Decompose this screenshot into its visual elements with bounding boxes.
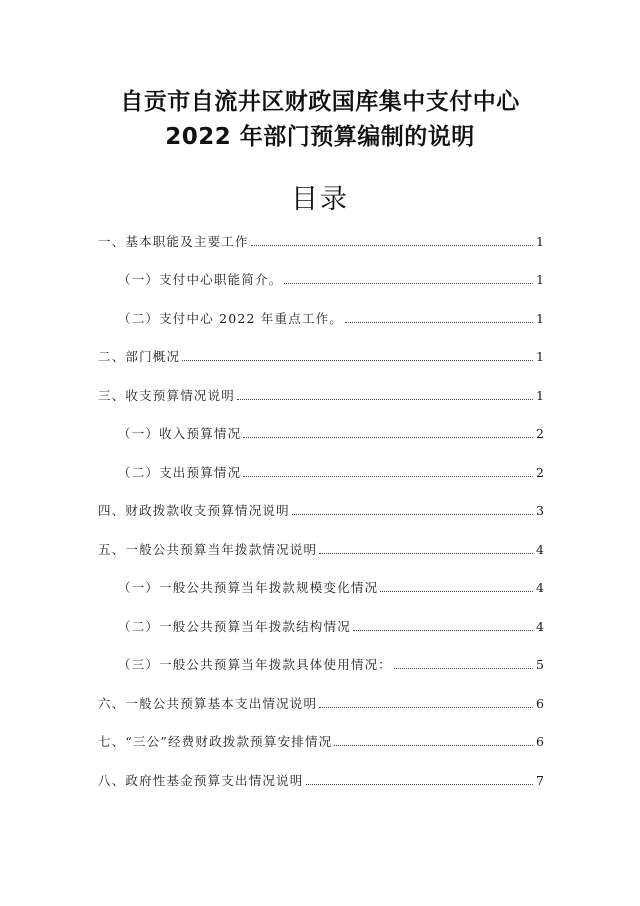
toc-entry-label: （二）支付中心 2022 年重点工作。 xyxy=(118,311,344,326)
toc-entry-page: 6 xyxy=(536,696,544,711)
toc-leader-dots xyxy=(334,745,533,746)
document-title-line-1: 自贡市自流井区财政国库集中支付中心 xyxy=(120,89,520,115)
toc-entry[interactable] xyxy=(118,307,544,327)
toc-entry-page: 7 xyxy=(536,773,544,788)
toc-entry[interactable] xyxy=(118,653,544,673)
toc-entry[interactable] xyxy=(98,538,544,558)
toc-entry-label: （二）一般公共预算当年拨款结构情况 xyxy=(118,619,351,634)
toc-leader-dots xyxy=(345,322,533,323)
toc-entry-label: 六、一般公共预算基本支出情况说明 xyxy=(98,696,318,711)
toc-entry[interactable] xyxy=(118,615,544,635)
toc-leader-dots xyxy=(243,437,533,438)
toc-entry-label: 八、政府性基金预算支出情况说明 xyxy=(98,773,304,788)
toc-leader-dots xyxy=(292,514,533,515)
toc-entry[interactable] xyxy=(118,461,544,481)
toc-leader-dots xyxy=(306,784,533,785)
toc-entry[interactable] xyxy=(98,692,544,712)
toc-entry-label: 三、收支预算情况说明 xyxy=(98,388,236,403)
toc-entry-label: 七、“三公”经费财政拨款预算安排情况 xyxy=(98,734,333,749)
toc-entry-label: （一）收入预算情况 xyxy=(118,426,242,441)
toc-entry[interactable] xyxy=(98,230,544,250)
toc-entry-page: 1 xyxy=(536,349,544,364)
toc-leader-dots xyxy=(394,668,533,669)
toc-entry-page: 2 xyxy=(536,465,544,480)
toc-entry-page: 4 xyxy=(536,542,544,557)
toc-leader-dots xyxy=(284,283,533,284)
toc-entry[interactable] xyxy=(118,576,544,596)
toc-entry-page: 4 xyxy=(536,619,544,634)
toc-entry-page: 1 xyxy=(536,311,544,326)
toc-entry-page: 5 xyxy=(536,657,544,672)
toc-entry-label: （三）一般公共预算当年拨款具体使用情况： xyxy=(118,657,393,672)
toc-entry[interactable] xyxy=(98,730,544,750)
toc-leader-dots xyxy=(319,707,533,708)
toc-leader-dots xyxy=(319,553,533,554)
toc-entry-label: 四、财政拨款收支预算情况说明 xyxy=(98,503,290,518)
toc-leader-dots xyxy=(380,591,533,592)
toc-entry-label: （二）支出预算情况 xyxy=(118,465,242,480)
toc-entry-label: 五、一般公共预算当年拨款情况说明 xyxy=(98,542,318,557)
toc-entry-label: 二、部门概况 xyxy=(98,349,181,364)
toc-entry-page: 4 xyxy=(536,580,544,595)
toc-entry-page: 1 xyxy=(536,272,544,287)
toc-entry-label: （一）支付中心职能简介。 xyxy=(118,272,283,287)
toc-entry-page: 1 xyxy=(536,234,544,249)
toc-heading: 目录 xyxy=(291,184,349,215)
toc-leader-dots xyxy=(243,476,533,477)
toc-entry[interactable] xyxy=(98,384,544,404)
toc-entry[interactable] xyxy=(98,769,544,789)
document-title-line-2: 2022 年部门预算编制的说明 xyxy=(165,124,475,150)
toc-entry[interactable] xyxy=(98,345,544,365)
toc-leader-dots xyxy=(251,245,533,246)
toc-entry-page: 6 xyxy=(536,734,544,749)
toc-entry[interactable] xyxy=(118,422,544,442)
toc-entry-label: （一）一般公共预算当年拨款规模变化情况 xyxy=(118,580,379,595)
toc-leader-dots xyxy=(237,399,533,400)
toc-entry[interactable] xyxy=(118,268,544,288)
toc-entry-page: 3 xyxy=(536,503,544,518)
toc-entry-page: 1 xyxy=(536,388,544,403)
toc-entry-page: 2 xyxy=(536,426,544,441)
toc-leader-dots xyxy=(182,360,533,361)
toc-leader-dots xyxy=(353,630,533,631)
toc-entry[interactable] xyxy=(98,499,544,519)
toc-entry-label: 一、基本职能及主要工作 xyxy=(98,234,249,249)
